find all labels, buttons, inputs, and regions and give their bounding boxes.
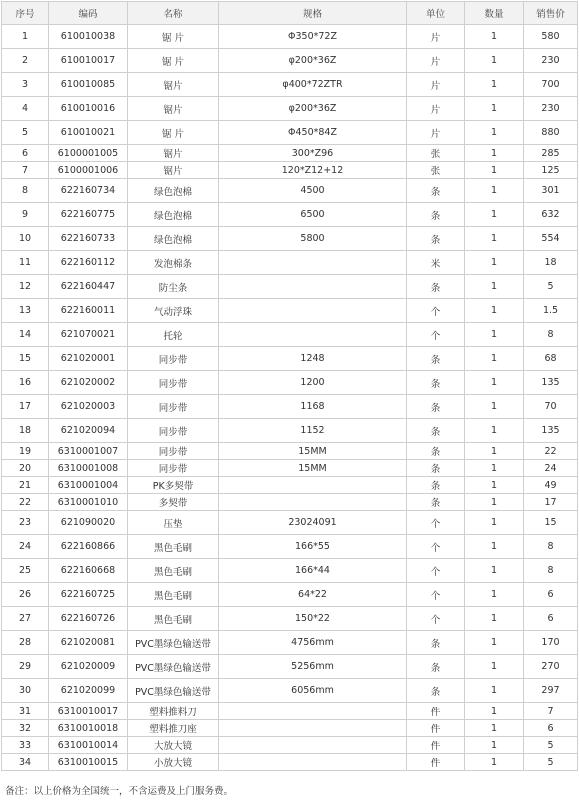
- cell-name: 绿色泡棉: [128, 227, 219, 251]
- cell-price: 5: [524, 737, 578, 754]
- cell-name: 压垫: [128, 511, 219, 535]
- table-row: [2, 419, 578, 443]
- footnote: 备注：以上价格为全国统一，不含运费及上门服务费。: [5, 786, 234, 797]
- cell-unit: 米: [407, 251, 465, 275]
- cell-price: 6: [524, 583, 578, 607]
- cell-name: 绿色泡棉: [128, 203, 219, 227]
- table-row: [2, 323, 578, 347]
- cell-qty: 1: [465, 419, 524, 443]
- cell-price: 170: [524, 631, 578, 655]
- cell-spec: [219, 720, 407, 737]
- cell-qty: 1: [465, 145, 524, 162]
- table-row: [2, 631, 578, 655]
- cell-serial: 1: [2, 25, 49, 49]
- table-row: [2, 121, 578, 145]
- table-body: [2, 25, 578, 771]
- cell-serial: 25: [2, 559, 49, 583]
- cell-price: 880: [524, 121, 578, 145]
- table-row: [2, 679, 578, 703]
- cell-name: 锯 片: [128, 49, 219, 73]
- cell-qty: 1: [465, 371, 524, 395]
- cell-price: 17: [524, 494, 578, 511]
- cell-name: 塑料推料刀: [128, 703, 219, 720]
- cell-code: 622160447: [49, 275, 128, 299]
- cell-spec: 1152: [219, 419, 407, 443]
- cell-price: 1.5: [524, 299, 578, 323]
- cell-name: PVC墨绿色输送带: [128, 655, 219, 679]
- cell-code: 622160866: [49, 535, 128, 559]
- cell-unit: 条: [407, 227, 465, 251]
- cell-serial: 23: [2, 511, 49, 535]
- cell-unit: 件: [407, 720, 465, 737]
- cell-serial: 33: [2, 737, 49, 754]
- cell-unit: 张: [407, 145, 465, 162]
- cell-spec: 5256mm: [219, 655, 407, 679]
- cell-serial: 26: [2, 583, 49, 607]
- table-row: [2, 583, 578, 607]
- cell-qty: 1: [465, 395, 524, 419]
- cell-unit: 条: [407, 460, 465, 477]
- cell-name: 塑料推刀座: [128, 720, 219, 737]
- cell-name: 小放大镜: [128, 754, 219, 771]
- cell-spec: φ200*36Z: [219, 49, 407, 73]
- cell-qty: 1: [465, 607, 524, 631]
- cell-price: 270: [524, 655, 578, 679]
- cell-unit: 件: [407, 703, 465, 720]
- cell-price: 5: [524, 275, 578, 299]
- header-price: 销售价: [524, 2, 578, 25]
- cell-unit: 张: [407, 162, 465, 179]
- cell-name: 锯片: [128, 97, 219, 121]
- cell-code: 621070021: [49, 323, 128, 347]
- table-row: [2, 737, 578, 754]
- cell-qty: 1: [465, 179, 524, 203]
- cell-name: 同步带: [128, 443, 219, 460]
- table-row: [2, 299, 578, 323]
- cell-code: 622160733: [49, 227, 128, 251]
- cell-qty: 1: [465, 227, 524, 251]
- header-spec: 规格: [219, 2, 407, 25]
- cell-serial: 12: [2, 275, 49, 299]
- table-row: [2, 559, 578, 583]
- cell-code: 622160112: [49, 251, 128, 275]
- cell-code: 6310001008: [49, 460, 128, 477]
- cell-price: 18: [524, 251, 578, 275]
- table-header-row: [2, 2, 578, 25]
- cell-price: 6: [524, 607, 578, 631]
- cell-code: 6100001006: [49, 162, 128, 179]
- cell-code: 6310010015: [49, 754, 128, 771]
- cell-code: 622160011: [49, 299, 128, 323]
- cell-price: 8: [524, 323, 578, 347]
- cell-serial: 19: [2, 443, 49, 460]
- cell-code: 610010085: [49, 73, 128, 97]
- cell-serial: 4: [2, 97, 49, 121]
- cell-code: 621020003: [49, 395, 128, 419]
- cell-qty: 1: [465, 754, 524, 771]
- cell-qty: 1: [465, 460, 524, 477]
- cell-code: 621020009: [49, 655, 128, 679]
- cell-code: 6310010017: [49, 703, 128, 720]
- cell-qty: 1: [465, 443, 524, 460]
- cell-price: 49: [524, 477, 578, 494]
- cell-name: 大放大镜: [128, 737, 219, 754]
- cell-qty: 1: [465, 323, 524, 347]
- cell-unit: 条: [407, 371, 465, 395]
- cell-spec: 300*Z96: [219, 145, 407, 162]
- table-row: [2, 162, 578, 179]
- cell-serial: 9: [2, 203, 49, 227]
- cell-serial: 31: [2, 703, 49, 720]
- cell-unit: 片: [407, 121, 465, 145]
- cell-serial: 6: [2, 145, 49, 162]
- cell-name: PVC墨绿色输送带: [128, 631, 219, 655]
- cell-spec: [219, 494, 407, 511]
- cell-spec: 5800: [219, 227, 407, 251]
- cell-spec: [219, 477, 407, 494]
- cell-qty: 1: [465, 535, 524, 559]
- cell-qty: 1: [465, 121, 524, 145]
- cell-code: 6310001007: [49, 443, 128, 460]
- cell-price: 135: [524, 371, 578, 395]
- cell-code: 6310001004: [49, 477, 128, 494]
- cell-spec: Φ350*72Z: [219, 25, 407, 49]
- price-table: [1, 1, 578, 771]
- cell-price: 301: [524, 179, 578, 203]
- cell-qty: 1: [465, 73, 524, 97]
- cell-name: 同步带: [128, 460, 219, 477]
- cell-unit: 个: [407, 535, 465, 559]
- table-row: [2, 49, 578, 73]
- cell-unit: 片: [407, 25, 465, 49]
- cell-name: 防尘条: [128, 275, 219, 299]
- cell-price: 22: [524, 443, 578, 460]
- cell-serial: 21: [2, 477, 49, 494]
- cell-spec: φ200*36Z: [219, 97, 407, 121]
- cell-qty: 1: [465, 631, 524, 655]
- cell-qty: 1: [465, 655, 524, 679]
- header-qty: 数量: [465, 2, 524, 25]
- cell-unit: 片: [407, 49, 465, 73]
- cell-spec: 166*44: [219, 559, 407, 583]
- cell-code: 6310001010: [49, 494, 128, 511]
- cell-serial: 15: [2, 347, 49, 371]
- cell-name: 锯片: [128, 145, 219, 162]
- cell-serial: 20: [2, 460, 49, 477]
- cell-price: 230: [524, 49, 578, 73]
- cell-unit: 条: [407, 419, 465, 443]
- cell-name: 同步带: [128, 419, 219, 443]
- cell-unit: 条: [407, 347, 465, 371]
- cell-price: 8: [524, 559, 578, 583]
- cell-name: 同步带: [128, 395, 219, 419]
- cell-spec: 15MM: [219, 443, 407, 460]
- cell-code: 621020001: [49, 347, 128, 371]
- cell-qty: 1: [465, 494, 524, 511]
- cell-spec: 166*55: [219, 535, 407, 559]
- cell-code: 621090020: [49, 511, 128, 535]
- cell-spec: 1200: [219, 371, 407, 395]
- cell-unit: 个: [407, 511, 465, 535]
- cell-serial: 17: [2, 395, 49, 419]
- cell-serial: 3: [2, 73, 49, 97]
- cell-unit: 个: [407, 559, 465, 583]
- cell-qty: 1: [465, 511, 524, 535]
- cell-name: 黑色毛刷: [128, 607, 219, 631]
- cell-unit: 片: [407, 97, 465, 121]
- cell-price: 8: [524, 535, 578, 559]
- cell-serial: 13: [2, 299, 49, 323]
- cell-spec: 120*Z12+12: [219, 162, 407, 179]
- cell-serial: 30: [2, 679, 49, 703]
- cell-name: 锯 片: [128, 25, 219, 49]
- cell-unit: 条: [407, 443, 465, 460]
- table-row: [2, 754, 578, 771]
- cell-qty: 1: [465, 559, 524, 583]
- cell-serial: 14: [2, 323, 49, 347]
- cell-spec: [219, 323, 407, 347]
- cell-spec: 1248: [219, 347, 407, 371]
- cell-spec: 6056mm: [219, 679, 407, 703]
- cell-code: 610010017: [49, 49, 128, 73]
- cell-qty: 1: [465, 203, 524, 227]
- cell-spec: 1168: [219, 395, 407, 419]
- cell-spec: Φ450*84Z: [219, 121, 407, 145]
- cell-qty: 1: [465, 25, 524, 49]
- cell-unit: 条: [407, 494, 465, 511]
- cell-code: 622160726: [49, 607, 128, 631]
- cell-name: 多契带: [128, 494, 219, 511]
- cell-unit: 个: [407, 583, 465, 607]
- cell-price: 15: [524, 511, 578, 535]
- cell-code: 621020081: [49, 631, 128, 655]
- cell-unit: 条: [407, 179, 465, 203]
- table-row: [2, 720, 578, 737]
- cell-spec: 15MM: [219, 460, 407, 477]
- cell-name: 锯片: [128, 162, 219, 179]
- cell-price: 135: [524, 419, 578, 443]
- cell-serial: 22: [2, 494, 49, 511]
- cell-serial: 16: [2, 371, 49, 395]
- table-row: [2, 371, 578, 395]
- cell-spec: [219, 299, 407, 323]
- cell-price: 554: [524, 227, 578, 251]
- table-row: [2, 703, 578, 720]
- cell-qty: 1: [465, 251, 524, 275]
- cell-qty: 1: [465, 299, 524, 323]
- cell-spec: 6500: [219, 203, 407, 227]
- cell-price: 70: [524, 395, 578, 419]
- cell-code: 622160725: [49, 583, 128, 607]
- cell-qty: 1: [465, 679, 524, 703]
- cell-qty: 1: [465, 49, 524, 73]
- table-row: [2, 145, 578, 162]
- cell-name: 同步带: [128, 371, 219, 395]
- cell-serial: 5: [2, 121, 49, 145]
- header-name: 名称: [128, 2, 219, 25]
- cell-name: 发泡棉条: [128, 251, 219, 275]
- cell-spec: 23024091: [219, 511, 407, 535]
- cell-serial: 2: [2, 49, 49, 73]
- cell-price: 125: [524, 162, 578, 179]
- header-serial: 序号: [2, 2, 49, 25]
- table-row: [2, 395, 578, 419]
- cell-spec: [219, 737, 407, 754]
- cell-price: 5: [524, 754, 578, 771]
- table-row: [2, 511, 578, 535]
- cell-code: 622160668: [49, 559, 128, 583]
- cell-unit: 个: [407, 299, 465, 323]
- cell-price: 68: [524, 347, 578, 371]
- cell-spec: [219, 703, 407, 720]
- cell-unit: 件: [407, 737, 465, 754]
- header-code: 编码: [49, 2, 128, 25]
- cell-code: 610010021: [49, 121, 128, 145]
- cell-spec: φ400*72ZTR: [219, 73, 407, 97]
- cell-qty: 1: [465, 703, 524, 720]
- cell-unit: 条: [407, 275, 465, 299]
- cell-name: PK多契带: [128, 477, 219, 494]
- cell-name: 绿色泡棉: [128, 179, 219, 203]
- cell-serial: 34: [2, 754, 49, 771]
- table-row: [2, 607, 578, 631]
- cell-code: 6310010014: [49, 737, 128, 754]
- cell-spec: 4500: [219, 179, 407, 203]
- cell-name: 锯 片: [128, 121, 219, 145]
- cell-unit: 个: [407, 323, 465, 347]
- table-row: [2, 477, 578, 494]
- cell-name: 气动浮珠: [128, 299, 219, 323]
- cell-price: 230: [524, 97, 578, 121]
- cell-code: 622160734: [49, 179, 128, 203]
- cell-price: 285: [524, 145, 578, 162]
- table-row: [2, 655, 578, 679]
- table-row: [2, 443, 578, 460]
- cell-qty: 1: [465, 720, 524, 737]
- cell-qty: 1: [465, 583, 524, 607]
- cell-code: 622160775: [49, 203, 128, 227]
- cell-unit: 条: [407, 477, 465, 494]
- cell-name: PVC墨绿色输送带: [128, 679, 219, 703]
- cell-unit: 条: [407, 395, 465, 419]
- table-row: [2, 203, 578, 227]
- table-row: [2, 73, 578, 97]
- header-unit: 单位: [407, 2, 465, 25]
- cell-serial: 18: [2, 419, 49, 443]
- cell-code: 610010038: [49, 25, 128, 49]
- cell-spec: [219, 251, 407, 275]
- cell-code: 621020099: [49, 679, 128, 703]
- cell-qty: 1: [465, 737, 524, 754]
- cell-unit: 条: [407, 679, 465, 703]
- table-row: [2, 535, 578, 559]
- cell-unit: 个: [407, 607, 465, 631]
- cell-code: 6100001005: [49, 145, 128, 162]
- cell-qty: 1: [465, 162, 524, 179]
- cell-unit: 件: [407, 754, 465, 771]
- cell-qty: 1: [465, 275, 524, 299]
- cell-serial: 32: [2, 720, 49, 737]
- cell-code: 6310010018: [49, 720, 128, 737]
- table-row: [2, 275, 578, 299]
- cell-serial: 27: [2, 607, 49, 631]
- cell-spec: 150*22: [219, 607, 407, 631]
- cell-price: 24: [524, 460, 578, 477]
- cell-name: 黑色毛刷: [128, 583, 219, 607]
- cell-name: 锯片: [128, 73, 219, 97]
- cell-serial: 10: [2, 227, 49, 251]
- cell-code: 610010016: [49, 97, 128, 121]
- cell-spec: [219, 754, 407, 771]
- table-row: [2, 227, 578, 251]
- cell-qty: 1: [465, 97, 524, 121]
- cell-serial: 24: [2, 535, 49, 559]
- cell-spec: 64*22: [219, 583, 407, 607]
- cell-qty: 1: [465, 347, 524, 371]
- cell-price: 7: [524, 703, 578, 720]
- table-row: [2, 97, 578, 121]
- cell-price: 6: [524, 720, 578, 737]
- cell-unit: 条: [407, 631, 465, 655]
- cell-serial: 28: [2, 631, 49, 655]
- cell-unit: 条: [407, 655, 465, 679]
- cell-name: 黑色毛刷: [128, 535, 219, 559]
- cell-serial: 11: [2, 251, 49, 275]
- cell-name: 黑色毛刷: [128, 559, 219, 583]
- cell-name: 托轮: [128, 323, 219, 347]
- cell-code: 621020002: [49, 371, 128, 395]
- cell-serial: 29: [2, 655, 49, 679]
- cell-name: 同步带: [128, 347, 219, 371]
- cell-serial: 8: [2, 179, 49, 203]
- cell-price: 700: [524, 73, 578, 97]
- cell-unit: 片: [407, 73, 465, 97]
- cell-spec: [219, 275, 407, 299]
- cell-price: 632: [524, 203, 578, 227]
- cell-qty: 1: [465, 477, 524, 494]
- cell-price: 580: [524, 25, 578, 49]
- table-row: [2, 347, 578, 371]
- cell-code: 621020094: [49, 419, 128, 443]
- cell-spec: 4756mm: [219, 631, 407, 655]
- table-row: [2, 494, 578, 511]
- cell-unit: 条: [407, 203, 465, 227]
- table-row: [2, 460, 578, 477]
- cell-serial: 7: [2, 162, 49, 179]
- table-row: [2, 25, 578, 49]
- table-row: [2, 251, 578, 275]
- table-row: [2, 179, 578, 203]
- cell-price: 297: [524, 679, 578, 703]
